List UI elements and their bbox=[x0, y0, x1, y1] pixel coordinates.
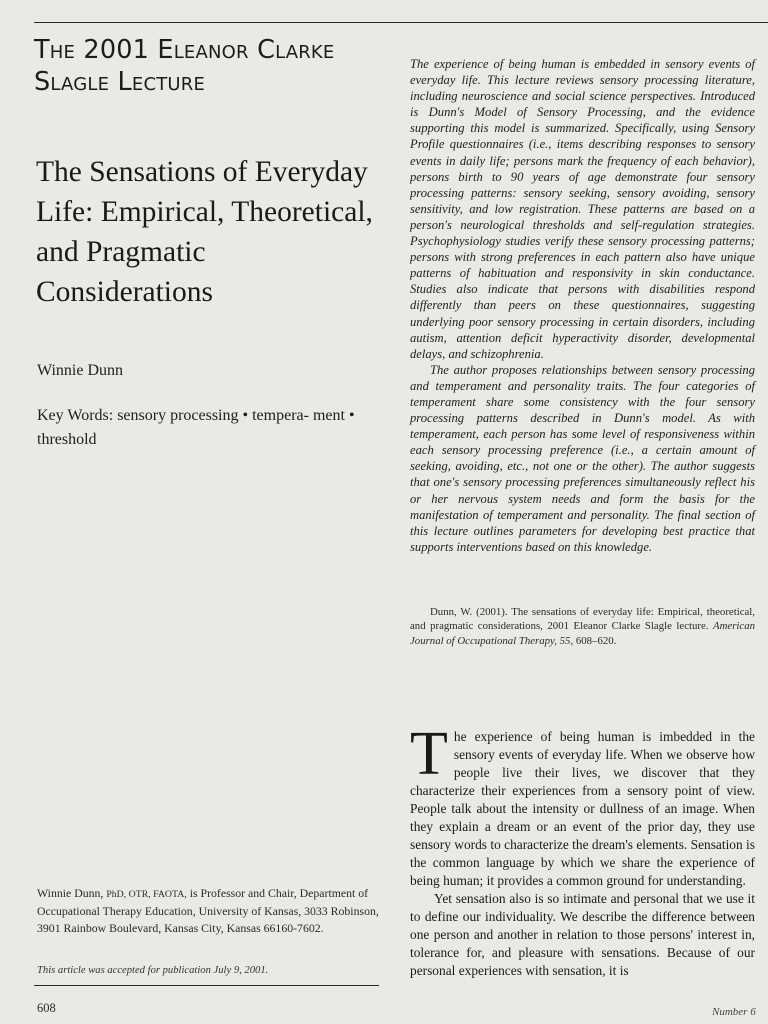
body-paragraph-2: Yet sensation also is so intimate and personal that we use it to define our individuality. We describe the difference between one person and another in relation to those persons' interest in, tolerance for, and pleasure with sensations. Because of our personal experiences with sensation, it is bbox=[410, 891, 755, 978]
key-words: Key Words: sensory processing • tempera- ment • threshold bbox=[37, 407, 355, 448]
accepted-note: This article was accepted for publication July 9, 2001. bbox=[37, 965, 269, 976]
issue-label: Number 6 bbox=[712, 1006, 756, 1018]
citation-pages: 608–620. bbox=[575, 634, 617, 647]
author-name: Winnie Dunn bbox=[37, 362, 124, 379]
body-paragraph-1 bbox=[410, 720, 755, 890]
page-number: 608 bbox=[37, 1001, 56, 1015]
bottom-rule bbox=[34, 985, 379, 986]
affiliation-name: Winnie Dunn, bbox=[37, 886, 104, 900]
abstract-paragraph-1: The experience of being human is embedded in sensory events of everyday life. This lecture reviews sensory processing literature, including neuroscience and social science perspectives. Introduced is Dunn's Model of Sensory Processing, and the evidence supporting this model is summarized. Specifically, using Sensory Profile questionnaires (i.e., items describing responses to sensory events in daily life; persons mark the frequency of each behavior), persons birth to 90 years of age demonstrate four sensory processing patterns: sensory seeking, sensory avoiding, sensory sensitivity, and low registration. These patterns are based on a person's neurological thresholds and self-regulation strategies. Psychophysiology studies verify these sensory processing patterns; persons with strong preferences in each pattern also have unique patterns of habituation and responsivity in skin conductance. Studies also indicate that persons with disabilities respond differently than peers on these questionnaires, suggesting underlying poor sensory processing in certain disorders, including autism, attention deficit hyperactivity disorder, developmental delays, and schizophrenia. bbox=[410, 57, 755, 361]
citation bbox=[410, 605, 755, 648]
top-rule bbox=[34, 22, 768, 23]
citation-text: Dunn, W. (2001). The sensations of everyday life: Empirical, theoretical, and pragmatic considerations, 2001 Eleanor Clarke Slagle lecture. bbox=[410, 606, 755, 633]
drop-cap: T bbox=[410, 720, 448, 788]
affiliation-text: is Professor and Chair, Department of Occupational Therapy Education, University of Kansas, 3033 Robinson, 3901 Rainbow Boulevard, Kansas City, Kansas 66160-7602. bbox=[37, 886, 379, 935]
affiliation-degrees: PhD, OTR, FAOTA, bbox=[106, 889, 187, 900]
body-text bbox=[410, 720, 755, 980]
abstract-paragraph-2: The author proposes relationships between sensory processing and temperament and personality traits. The four categories of temperament share some consistency with the four sensory processing patterns described in Dunn's model. As with temperament, each person has some level of responsiveness within each sensory processing preference (i.e., a certain amount of seeking, avoiding, etc., not one or the other). The author suggests that one's sensory processing preferences simultaneously reflect his or her nervous system needs and form the basis for the manifestation of temperament and personality. The final section of this lecture outlines parameters for developing best practice that supports interventions based on this knowledge. bbox=[410, 362, 755, 554]
citation-journal: American Journal of Occupational Therapy, 55, bbox=[410, 620, 756, 647]
body-paragraph-1-text: he experience of being human is imbedded in the sensory events of everyday life. When we observe how people live their lives, we discover that they characterize their experiences from a sensory point of view. People talk about the intensity or dullness of an image. When they explain a dream or an event of the prior day, they use sensory words to characterize the dream's elements. Sensation is the common language by which we share the experience of being human; it provides a common ground for understanding. bbox=[410, 729, 755, 888]
article-title: The Sensations of Everyday Life: Empirical, Theoretical, and Pragmatic Considerations bbox=[36, 156, 373, 308]
author-affiliation bbox=[37, 885, 382, 936]
abstract bbox=[410, 56, 755, 555]
lecture-series-title: The 2001 Eleanor Clarke Slagle Lecture bbox=[34, 35, 335, 97]
